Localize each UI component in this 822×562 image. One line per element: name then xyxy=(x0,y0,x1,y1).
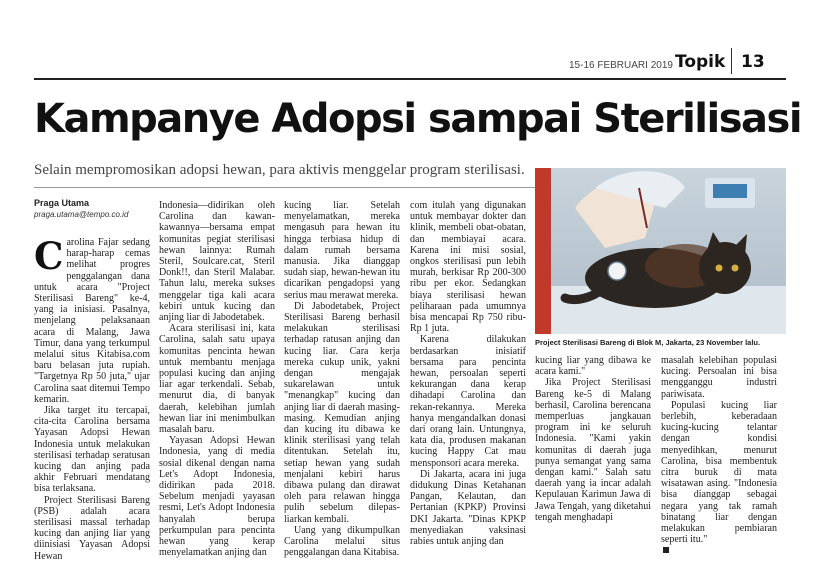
paragraph: Karena dilakukan berdasarkan inisiatif bersama para pencinta hewan, persoalan seperti kekurangan dana kerap dihadapi Carolina dan rekan-rekannya. Mereka hanya mengandalkan donasi dari orang lain. Untungnya, kata dia, produsen makanan kucing Happy Cat mau mensponsori acara mereka. xyxy=(410,334,526,469)
author-name: Praga Utama xyxy=(34,198,90,208)
header-separator xyxy=(731,48,732,74)
author-email[interactable]: praga.utama@tempo.co.id xyxy=(34,210,129,219)
end-of-article-mark xyxy=(663,547,669,553)
paragraph: kucing liar. Setelah menyelamatkan, mereka mengasuh para hewan itu hingga terbiasa hidup di dalam rumah bersama manusia. Jika dianggap sudah siap, hewan-hewan itu dicarikan pengadopsi yang serius mau merawat mereka. xyxy=(284,200,400,301)
article-photo xyxy=(535,168,786,334)
article-column-1 xyxy=(34,234,150,562)
paragraph: Jika Project Sterilisasi Bareng ke-5 di Malang berhasil, Carolina berencana memperluas jangkauan program ini ke seluruh Indonesia. "Kami yakin komunitas di daerah juga punya semangat yang sama dengan kami." Salah satu daerah yang ia incar adalah Kepulauan Karimun Jawa di Jawa Tengah, yang diketahui tengah menghadapi xyxy=(535,377,651,523)
paragraph: kucing liar yang dibawa ke acara kami." xyxy=(535,355,651,378)
article-column-6 xyxy=(661,355,777,557)
paragraph: Populasi kucing liar berlebih, keberadaan kucing-kucing telantar dengan kondisi menyedihkan, menurut Carolina, bisa membentuk citra buruk di mata wisatawan asing. "Indonesia bisa dianggap sebagai negara yang tak ramah binatang liar dengan melakukan pembiaran seperti itu." xyxy=(661,399,777,546)
paragraph: Jika target itu tercapai, cita-cita Carolina bersama Yayasan Adopsi Hewan Indonesia untuk melakukan sterilisasi terhadap seratusan kucing dan anjing pada akhir Februari mendatang bisa terlaksana. xyxy=(34,405,150,495)
paragraph: Yayasan Adopsi Hewan Indonesia, yang di media sosial dikenal dengan nama Let's Adopt Indonesia, didirikan pada 2018. Sebelum menjadi yayasan resmi, Let's Adopt Indonesia hanyalah berupa perkumpulan para pencinta hewan yang kerap menyelamatkan anjing dan xyxy=(159,435,275,559)
publication-date: 15-16 FEBRUARI 2019 xyxy=(569,60,673,71)
article-column-5 xyxy=(535,355,651,523)
paragraph: Project Sterilisasi Bareng (PSB) adalah acara sterilisasi massal terhadap kucing dan anjing liar yang diinisiasi Yayasan Adopsi Hewan xyxy=(34,494,150,562)
lede: Selain mempromosikan adopsi hewan, para aktivis menggelar program sterilisasi. xyxy=(34,162,525,178)
page-number: 13 xyxy=(741,52,765,72)
paragraph: masalah kelebihan populasi kucing. Persoalan ini bisa mengganggu industri pariwisata. xyxy=(661,355,777,400)
paragraph: arolina Fajar sedang harap-harap cemas melihat progres penggalangan dana untuk acara "Project Sterilisasi Bareng" ke-4, yang ia inisiasi. Pasalnya, menjelang pelaksanaan acara di Malang, Jawa Timur, dana yang terkumpul melalui situs Kitabisa.com baru belasan juta rupiah. "Targetnya Rp 50 juta," ujar Carolina saat ditemui Tempo kemarin. xyxy=(34,237,150,405)
paragraph: Uang yang dikumpulkan Carolina melalui situs penggalangan dana Kitabisa. xyxy=(284,524,400,559)
paragraph: Di Jabodetabek, Project Sterilisasi Bareng berhasil melakukan sterilisasi terhadap ratusan anjing dan kucing liar. Cara kerja mereka cukup unik, yakni dengan mengajak sukarelawan untuk "menangkap" kucing dan anjing liar di daerah masing-masing. Kemudian anjing dan kucing itu dibawa ke klinik sterilisasi yang telah ditentukan. Setelah itu, setiap hewan yang sudah menjalani kebiri harus dibawa pulang dan dirawat oleh para relawan hingga pulih sebelum dilepas-liarkan kembali. xyxy=(284,300,400,525)
headline: Kampanye Adopsi sampai Sterilisasi xyxy=(34,96,802,142)
article-column-2 xyxy=(159,200,275,559)
article-column-3 xyxy=(284,200,400,559)
paragraph: Indonesia—didirikan oleh Carolina dan kawan-kawannya—bersama empat komunitas pegiat sterilisasi hewan lainnya: Rumah Steril, Soulcare.cat, Steril Donk!!, dan Steril Malabar. Tahun lalu, mereka sukses menggelar tiga kali acara kebiri untuk kucing dan anjing liar di Jabodetabek. xyxy=(159,200,275,324)
drop-cap: C xyxy=(34,234,64,278)
paragraph: Di Jakarta, acara ini juga didukung Dinas Ketahanan Pangan, Kelautan, dan Pertanian (KPKP) Provinsi DKI Jakarta. "Dinas KPKP menyediakan vaksinasi rabies untuk anjing dan xyxy=(410,468,526,548)
header-rule xyxy=(34,78,786,80)
section-rubric: Topik xyxy=(675,52,726,72)
article-column-4 xyxy=(410,200,526,547)
photo-caption: Project Sterilisasi Bareng di Blok M, Jakarta, 23 November lalu. xyxy=(535,338,761,347)
paragraph: Acara sterilisasi ini, kata Carolina, salah satu upaya komunitas pencinta hewan untuk membantu menjaga populasi kucing dan anjing liar agar terkendali. Sebab, menurut dia, di banyak daerah, kelebihan jumlah hewan liar ini menimbulkan masalah baru. xyxy=(159,323,275,436)
paragraph: com itulah yang digunakan untuk membayar dokter dan klinik, membeli obat-obatan, dan membiayai acara. Karena ini misi sosial, ongkos sterilisasi pun lebih murah, berkisar Rp 200-300 ribu per ekor. Sedangkan biaya sterilisasi hewan peliharaan pada umumnya bisa mencapai Rp 750 ribu-Rp 1 juta. xyxy=(410,200,526,335)
